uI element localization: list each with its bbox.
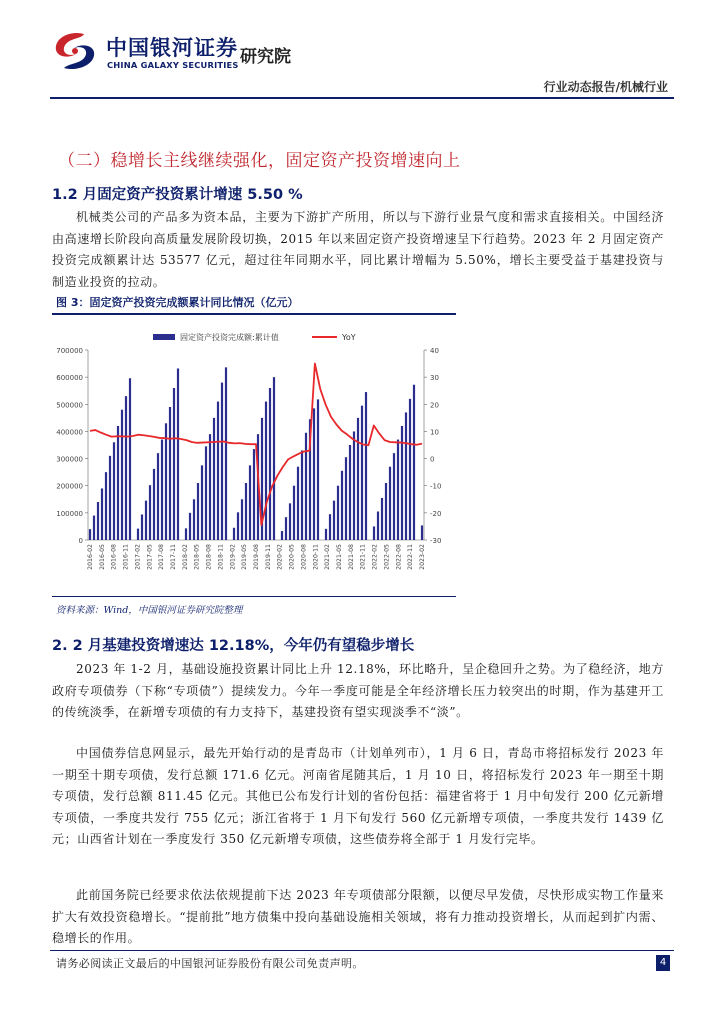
bar (157, 453, 159, 540)
bar (365, 392, 367, 540)
chart-legend (153, 332, 356, 342)
brand-logo (50, 28, 310, 76)
x-tick-label: 2017-11 (170, 544, 177, 570)
footer-divider (50, 950, 674, 951)
x-tick-label: 2016-02 (87, 544, 94, 570)
bar (149, 485, 151, 540)
x-tick-label: 2019-11 (264, 544, 272, 570)
bar (349, 445, 351, 540)
chart-yoy-line (90, 364, 422, 526)
x-tick-label: 2017-08 (158, 544, 166, 570)
bar (273, 377, 275, 540)
left-tick-label: 0 (78, 537, 83, 545)
x-tick-label: 2021-11 (359, 544, 367, 570)
left-tick-label: 700000 (56, 347, 83, 355)
paragraph-4: 此前国务院已经要求依法依规提前下达 2023 年专项债部分限额，以便尽早发债，尽快形成实物工作量来扩大有效投资稳增长。“提前批”地方债集中投向基础设施相关领域，将有力推动投资增长，从而起到扩内需、稳增长的作用。 (52, 888, 664, 945)
x-tick-label: 2020-02 (276, 544, 284, 570)
right-tick-label: -10 (430, 482, 442, 491)
bar (113, 442, 115, 540)
x-tick-label: 2016-11 (122, 544, 130, 570)
bar (249, 465, 251, 540)
bar (93, 516, 95, 540)
bar (297, 467, 299, 540)
right-tick-label: 30 (430, 374, 439, 383)
x-tick-label: 2019-05 (241, 544, 249, 570)
figure-bottom-divider (52, 596, 456, 597)
page-number: 4 (656, 955, 670, 971)
bar (381, 498, 383, 540)
subsection-title-1: 1.2 月固定资产投资累计增速 5.50 % (52, 187, 303, 203)
bar (153, 469, 155, 540)
x-tick-label: 2018-11 (217, 544, 225, 570)
x-tick-label: 2021-08 (347, 544, 355, 570)
left-tick-label: 300000 (56, 455, 83, 464)
bar (389, 467, 391, 540)
figure-caption: 图 3：固定资产投资完成额累计同比情况（亿元） (56, 296, 299, 309)
bar (201, 465, 203, 540)
bar (317, 399, 319, 540)
left-tick-label: 400000 (56, 428, 83, 437)
bar (221, 383, 223, 540)
bar (337, 486, 339, 540)
paragraph-2: 2023 年 1-2 月，基础设施投资累计同比上升 12.18%，环比略升，呈企稳回升之势。为了稳经济，地方政府专项债券（下称“专项债”）提续发力。今年一季度可能是全年经济增长压力较突出的时期，作为基建开工的传统淡季，在新增专项债的有力支持下，基建投资有望实现淡季不“淡”。 (52, 662, 664, 719)
bar (245, 483, 247, 540)
bar (165, 423, 167, 540)
bar (377, 512, 379, 541)
header-divider (50, 97, 674, 99)
x-tick-label: 2019-08 (253, 544, 260, 570)
bar (341, 471, 343, 540)
brand-name-en: CHINA GALAXY SECURITIES (107, 60, 239, 70)
brand-name-cn: 中国银河证券 (106, 36, 238, 60)
left-tick-label: 500000 (56, 401, 83, 410)
x-tick-label: 2018-08 (205, 544, 213, 570)
x-tick-label: 2023-02 (419, 544, 426, 570)
x-tick-label: 2016-08 (110, 544, 118, 570)
bar (169, 407, 171, 540)
bar (301, 450, 303, 540)
bar (405, 412, 407, 540)
bar (361, 406, 363, 540)
bar (357, 418, 359, 540)
bar (213, 418, 215, 540)
bar (217, 402, 219, 540)
right-tick-label: 0 (430, 455, 435, 464)
bar (305, 433, 307, 540)
bar (325, 529, 327, 540)
bar (237, 512, 239, 540)
bar (345, 457, 347, 540)
bar (197, 483, 199, 540)
bar (173, 388, 175, 540)
x-tick-label: 2017-05 (146, 544, 154, 570)
bar (145, 501, 147, 540)
bar (161, 440, 163, 540)
bar (129, 378, 131, 540)
bar (177, 368, 179, 540)
bar (193, 499, 195, 540)
yoy-series-line (90, 364, 422, 526)
x-tick-label: 2022-11 (407, 544, 415, 570)
bar (137, 529, 139, 540)
bar (397, 440, 399, 540)
bar (125, 396, 127, 540)
right-tick-label: -20 (430, 509, 442, 518)
bar (385, 483, 387, 540)
x-tick-label: 2017-02 (134, 544, 142, 570)
bar (353, 431, 355, 540)
galaxy-logo-icon (50, 28, 100, 74)
bar (141, 514, 143, 540)
bar (205, 446, 207, 540)
left-tick-label: 600000 (56, 374, 83, 383)
x-tick-label: 2022-05 (383, 544, 391, 570)
paragraph-3: 中国债券信息网显示，最先开始行动的是青岛市（计划单列市），1 月 6 日，青岛市将招标发行 2023 年一期至十期专项债，发行总额 171.6 亿元。河南省尾随其后，1 月 10 日，将招标发行 2023 年一期至十期专项债，发行总额 811.45 亿元。其他已公布发行计划的省份包括：福建省将于 1 月中旬发行 200 亿元新增专项债，一季度共发行 755 亿元；浙江省将于 1 月下旬发行 560 亿元新增专项债，一季度共发行 1439 亿元；山西省计划在一季度发行 350 亿元新增专项债，这些债券将全部于 1 月发行完毕。 (52, 746, 664, 846)
left-tick-label: 100000 (56, 509, 83, 518)
right-tick-label: 10 (430, 428, 439, 437)
bar (289, 503, 291, 540)
right-tick-label: -30 (430, 537, 442, 545)
bar (333, 501, 335, 540)
bar (293, 486, 295, 540)
legend-line-label: YoY (342, 333, 356, 342)
bar (253, 449, 255, 540)
x-tick-label: 2018-05 (193, 544, 201, 570)
bar (101, 488, 103, 540)
left-tick-label: 200000 (56, 482, 83, 491)
section-heading: （二）稳增长主线继续强化，固定资产投资增速向上 (58, 151, 461, 171)
bar (209, 434, 211, 540)
bar (413, 385, 415, 540)
bar (281, 531, 283, 540)
bar (313, 408, 315, 540)
bar (329, 514, 331, 540)
bar (97, 502, 99, 540)
chart-x-labels (87, 544, 426, 570)
figure-source: 资料来源：Wind，中国银河证券研究院整理 (56, 605, 243, 616)
bar (89, 529, 91, 540)
legend-bar-swatch (153, 334, 175, 340)
fixed-asset-investment-chart (52, 318, 456, 594)
bar (105, 472, 107, 540)
legend-bar-label: 固定资产投资完成额:累计值 (180, 333, 279, 342)
subsection-title-2: 2. 2 月基建投资增速达 12.18%，今年仍有望稳步增长 (52, 638, 415, 654)
bar (189, 513, 191, 540)
x-tick-label: 2019-02 (229, 544, 237, 570)
bar (121, 410, 123, 540)
institute-name: 研究院 (240, 47, 291, 67)
x-tick-label: 2016-05 (98, 544, 106, 570)
x-tick-label: 2020-11 (312, 544, 320, 570)
bar (285, 517, 287, 540)
report-type: 行业动态报告/机械行业 (543, 80, 668, 94)
x-tick-label: 2021-05 (336, 544, 343, 570)
bar (421, 525, 423, 540)
bar (241, 499, 243, 540)
footer-disclaimer: 请务必阅读正文最后的中国银河证券股份有限公司免责声明。 (56, 957, 364, 970)
bar (265, 402, 267, 540)
x-tick-label: 2022-02 (371, 544, 379, 570)
bar (109, 456, 111, 540)
bar (225, 367, 227, 540)
figure-top-divider (52, 313, 456, 315)
x-tick-label: 2021-02 (324, 544, 332, 570)
x-tick-label: 2020-05 (288, 544, 296, 570)
right-tick-label: 40 (430, 347, 439, 355)
bar (269, 388, 271, 540)
bar (409, 399, 411, 540)
bar (373, 526, 375, 540)
bar (185, 528, 187, 540)
bar (233, 528, 235, 540)
right-tick-label: 20 (430, 401, 439, 410)
x-tick-label: 2022-08 (395, 544, 403, 570)
bar (117, 426, 119, 540)
x-tick-label: 2018-02 (181, 544, 189, 570)
bar (393, 453, 395, 540)
paragraph-1: 机械类公司的产品多为资本品，主要为下游扩产所用，所以与下游行业景气度和需求直接相关。中国经济由高速增长阶段向高质量发展阶段切换，2015 年以来固定资产投资增速呈下行趋势。2023 年 2 月固定资产投资完成额累计达 53577 亿元，超过往年同期水平，同比累计增幅为 5.50%，增长主要受益于基建投资与制造业投资的拉动。 (52, 210, 664, 289)
x-tick-label: 2020-08 (300, 544, 308, 570)
